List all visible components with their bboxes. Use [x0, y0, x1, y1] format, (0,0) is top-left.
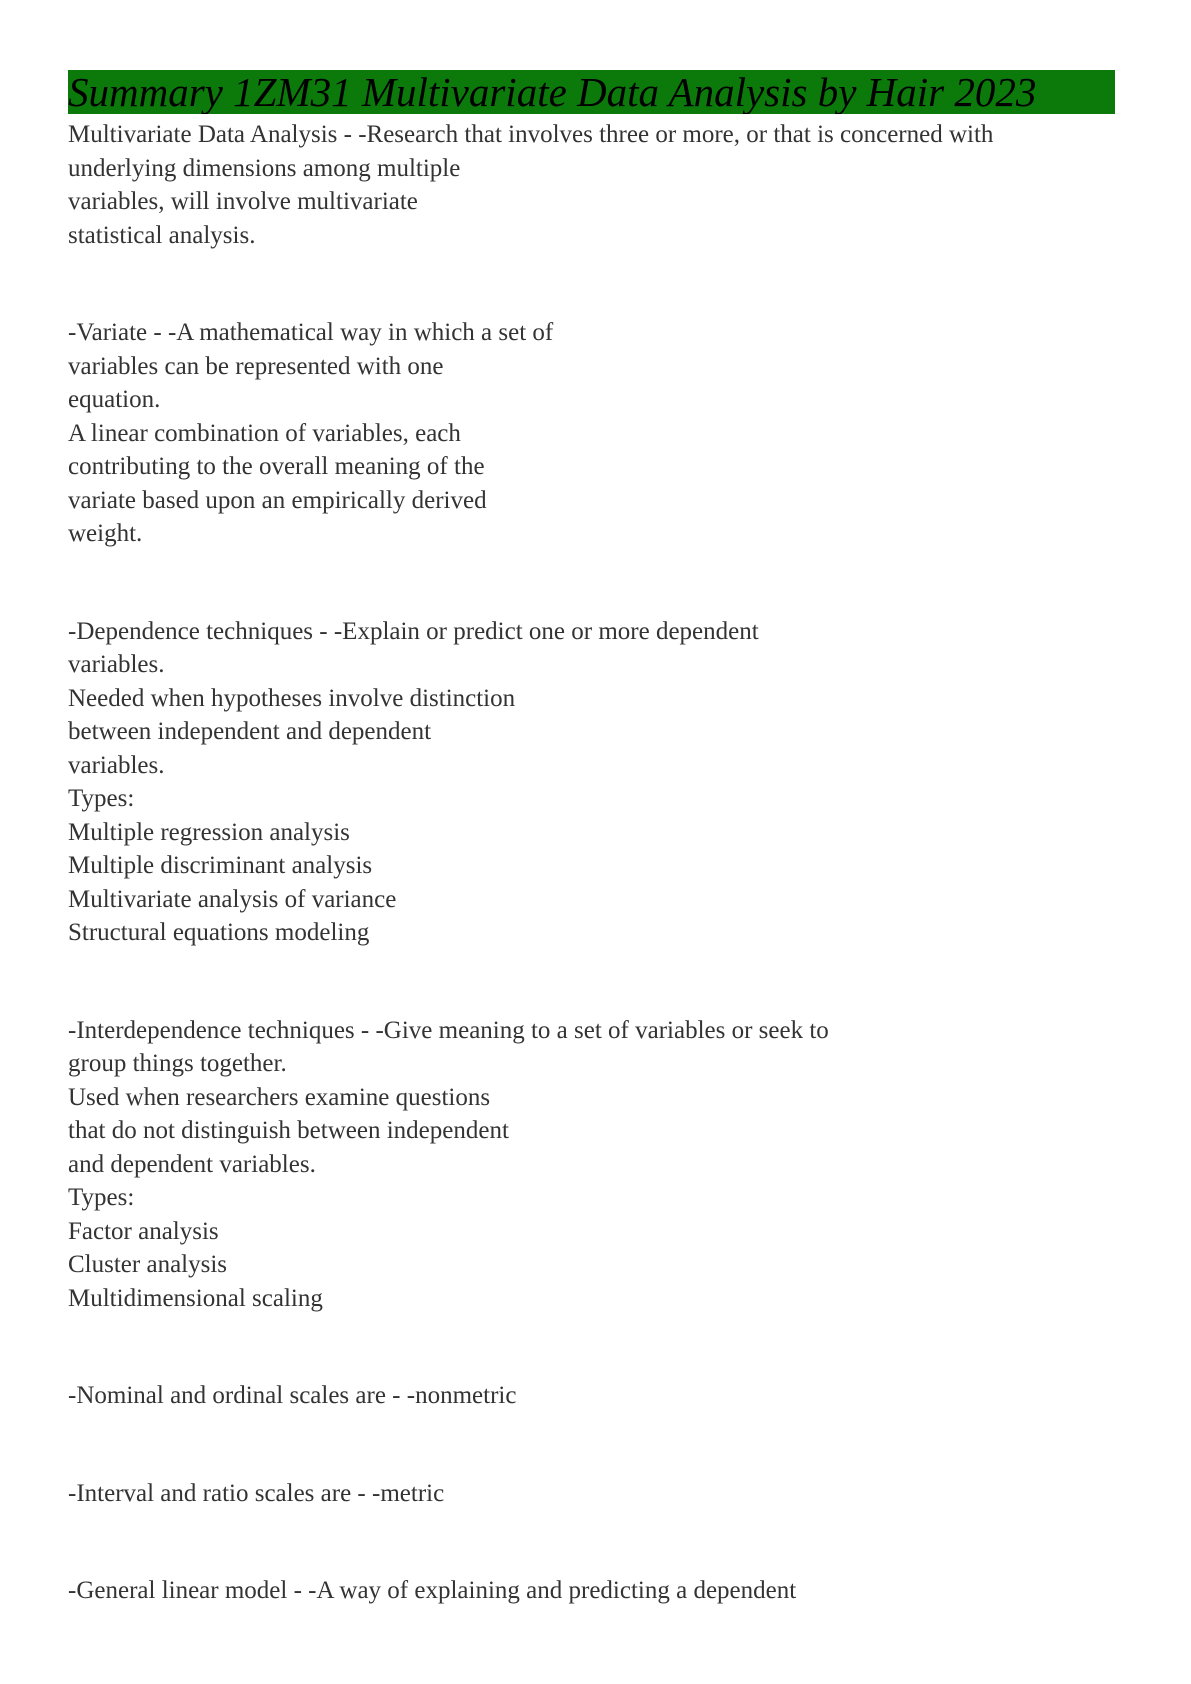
entry-line: variate based upon an empirically derived	[68, 486, 487, 514]
entries-list	[68, 118, 1128, 1608]
entry-line: underlying dimensions among multiple	[68, 154, 461, 182]
entry-line: Multivariate Data Analysis - -Research that involves three or more, or that is concerned with	[68, 121, 994, 148]
entry-line: Multidimensional scaling	[68, 1284, 323, 1312]
entry-line: Multiple discriminant analysis	[68, 852, 373, 879]
entry-interdependence-techniques	[68, 1014, 1128, 1316]
entry-line: that do not distinguish between independent	[68, 1117, 509, 1144]
entry-line: variables.	[68, 651, 165, 678]
entry-line: contributing to the overall meaning of the	[68, 453, 485, 480]
entry-line: variables.	[68, 751, 165, 779]
entry-line: and dependent variables.	[68, 1150, 316, 1178]
entry-line: -Interdependence techniques - -Give meaning to a set of variables or seek to	[68, 1016, 829, 1044]
entry-line: Factor analysis	[68, 1217, 219, 1245]
entry-line: Multivariate analysis of variance	[68, 885, 397, 913]
entry-interval-ratio-scales	[68, 1477, 1128, 1511]
entry-line: variables can be represented with one	[68, 352, 444, 380]
entry-line: -Variate - -A mathematical way in which a set of	[68, 319, 554, 346]
entry-line: variables, will involve multivariate	[68, 188, 418, 215]
entry-line: A linear combination of variables, each	[68, 419, 461, 447]
entry-line: group things together.	[68, 1050, 287, 1077]
entry-line: Needed when hypotheses involve distinction	[68, 684, 516, 712]
entry-nominal-ordinal-scales	[68, 1379, 1128, 1413]
entry-line: Types:	[68, 1184, 135, 1211]
entry-variate	[68, 316, 1128, 551]
entry-line: Cluster analysis	[68, 1251, 228, 1278]
document-title: Summary 1ZM31 Multivariate Data Analysis by Hair 2023	[68, 70, 1115, 114]
entry-line: -Nominal and ordinal scales are - -nonmetric	[68, 1382, 517, 1409]
entry-line: between independent and dependent	[68, 718, 432, 745]
entry-line: -Interval and ratio scales are - -metric	[68, 1479, 445, 1507]
entry-general-linear-model	[68, 1574, 1128, 1608]
entry-dependence-techniques	[68, 615, 1128, 950]
entry-line: Multiple regression analysis	[68, 818, 350, 846]
entry-line: Structural equations modeling	[68, 919, 370, 946]
entry-line: Used when researchers examine questions	[68, 1083, 491, 1111]
entry-multivariate-data-analysis	[68, 118, 1128, 252]
document-page	[68, 70, 1128, 1672]
entry-line: weight.	[68, 520, 143, 547]
entry-line: Types:	[68, 785, 135, 812]
entry-line: -Dependence techniques - -Explain or predict one or more dependent	[68, 617, 759, 645]
entry-line: equation.	[68, 386, 161, 413]
entry-line: -General linear model - -A way of explaining and predicting a dependent	[68, 1577, 797, 1604]
entry-line: statistical analysis.	[68, 221, 256, 249]
